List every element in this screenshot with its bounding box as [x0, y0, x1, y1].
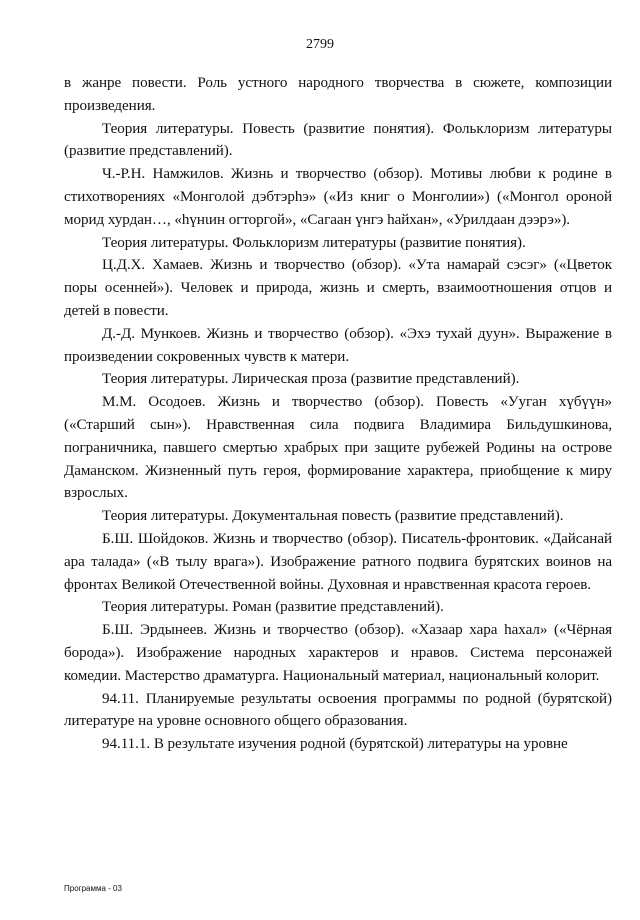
- page-number: 2799: [306, 37, 334, 52]
- paragraph: Б.Ш. Шойдоков. Жизнь и творчество (обзор). Писатель-фронтовик. «Дайсанай ара талада» («В тылу врага»). Изображение ратного подвига бурятских воинов на фронтах Великой Отечественной войны. Духовная и нравственная красота героев.: [64, 530, 612, 593]
- section-paragraph: 94.11. Планируемые результаты освоения программы по родной (бурятской) литературе на уровне основного общего образования.: [64, 690, 612, 730]
- paragraph: Д.-Д. Мункоев. Жизнь и творчество (обзор). «Эхэ тухай дуун». Выражение в произведении сокровенных чувств к матери.: [64, 325, 612, 365]
- document-body: [64, 72, 612, 756]
- paragraph: Теория литературы. Повесть (развитие понятия). Фольклоризм литературы (развитие представлений).: [64, 120, 612, 160]
- paragraph: М.М. Осодоев. Жизнь и творчество (обзор). Повесть «Ууган хүбүүн» («Старший сын»). Нравственная сила подвига Владимира Бильдушкинова, пограничника, павшего смертью храбрых при защите рубежей Родины на острове Даманском. Жизненный путь героя, формирование характера, приобщение к миру взрослых.: [64, 394, 612, 502]
- paragraph: Теория литературы. Документальная повесть (развитие представлений).: [102, 508, 564, 525]
- paragraph: Б.Ш. Эрдынеев. Жизнь и творчество (обзор). «Хазаар хара hахал» («Чёрная борода»). Изображение народных характеров и нравов. Система персонажей комедии. Мастерство драматурга. Национальный материал, национальный колорит.: [64, 622, 612, 684]
- section-paragraph: 94.11.1. В результате изучения родной (бурятской) литературы на уровне: [102, 736, 568, 753]
- page-footer: Программа - 03: [64, 884, 122, 893]
- paragraph: Теория литературы. Роман (развитие представлений).: [102, 599, 444, 616]
- paragraph: Теория литературы. Лирическая проза (развитие представлений).: [102, 371, 520, 388]
- paragraph: Ч.-Р.Н. Намжилов. Жизнь и творчество (обзор). Мотивы любви к родине в стихотворениях «Монголой дэбтэрhэ» («Из книг о Монголии») («Монгол ороной морид хурдан…, «hүнιин огторгой», «Сагаан үнгэ hайхан», «Урилдаан дээрэ»).: [64, 166, 612, 228]
- paragraph: в жанре повести. Роль устного народного творчества в сюжете, композиции произведения.: [64, 75, 612, 114]
- paragraph: Ц.Д.Х. Хамаев. Жизнь и творчество (обзор). «Ута намарай сэсэг» («Цветок поры осенней»). Человек и природа, жизнь и смерть, взаимоотношения отцов и детей в повести.: [64, 257, 612, 319]
- paragraph: Теория литературы. Фольклоризм литературы (развитие понятия).: [102, 234, 526, 251]
